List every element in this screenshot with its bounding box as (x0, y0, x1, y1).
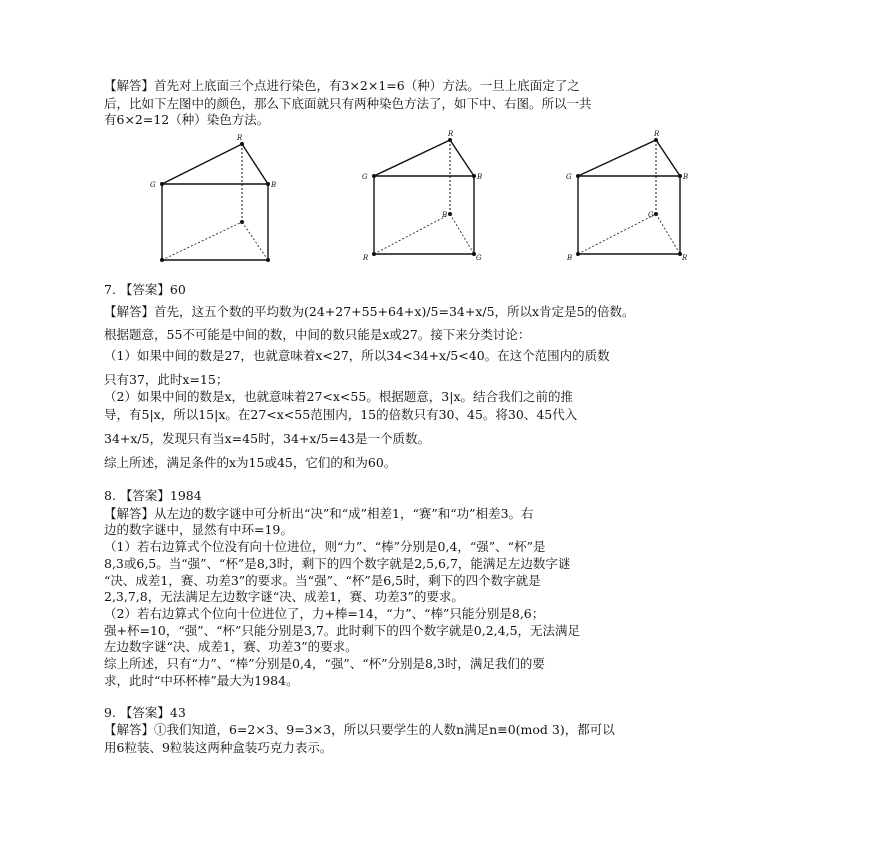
vertex-label: R (682, 254, 688, 262)
text-line: （2）如果中间的数是x，也就意味着27<x<55。根据题意，3|x。结合我们之前的推 (104, 389, 574, 404)
text-line: 综上所述，只有“力”、“棒”分别是0,4，“强”、“杯”分别是8,3时，满足我们的要 (104, 656, 545, 671)
text-line: 用6粒装、9粒装这两种盒装巧克力表示。 (104, 740, 333, 755)
text-line: 2,3,7,8，无法满足左边数字谜“决、成差1，赛、功差3”的要求。 (104, 589, 464, 604)
prism-figure-1 (150, 132, 280, 264)
vertex-label: R (237, 134, 243, 142)
text-line: 强+杯=10，“强”、“杯”只能分别是3,7。此时剩下的四个数字就是0,2,4,5，无法满足 (104, 623, 581, 638)
text-line: 边的数字谜中，显然有中环=19。 (104, 522, 293, 537)
vertex-label: B (271, 181, 277, 189)
text-line: 后，比如下左图中的颜色，那么下底面就只有两种染色方法了，如下中、右图。所以一共 (104, 96, 592, 111)
text-line: 求，此时“中环杯棒”最大为1984。 (104, 673, 299, 688)
vertex-label: R (448, 130, 454, 138)
vertex-label: G (566, 173, 572, 181)
vertex-label: R (363, 254, 369, 262)
text-line: 综上所述，满足条件的x为15或45，它们的和为60。 (104, 455, 397, 470)
vertex-label: G (362, 173, 368, 181)
text-line: “决、成差1，赛、功差3”的要求。当“强”、“杯”是6,5时，剩下的四个数字就是 (104, 573, 541, 588)
text-line: 有6×2=12（种）染色方法。 (104, 112, 270, 127)
prism-figure-2 (362, 130, 492, 262)
vertex-label: R (654, 130, 660, 138)
text-line: 【解答】首先，这五个数的平均数为(24+27+55+64+x)/5=34+x/5，所以x肯定是5的倍数。 (104, 304, 635, 319)
vertex-label: B (567, 254, 573, 262)
text-line: （1）如果中间的数是27，也就意味着x<27，所以34<34+x/5<40。在这个范围内的质数 (104, 348, 610, 363)
vertex-label: G (648, 211, 654, 219)
text-line: （2）若右边算式个位向十位进位了，力+棒=14，“力”、“棒”只能分别是8,6； (104, 606, 545, 621)
answer-heading: 7. 【答案】60 (104, 282, 186, 297)
text-line: 根据题意，55不可能是中间的数，中间的数只能是x或27。接下来分类讨论： (104, 327, 531, 342)
text-line: 只有37，此时x=15； (104, 372, 229, 387)
answer-heading: 9. 【答案】43 (104, 705, 186, 720)
text-line: 【解答】①我们知道，6=2×3、9=3×3，所以只要学生的人数n满足n≡0(mod 3)，都可以 (104, 722, 615, 737)
text-line: 【解答】首先对上底面三个点进行染色，有3×2×1=6（种）方法。一旦上底面定了之 (104, 78, 580, 93)
prism-figure-3 (564, 130, 694, 262)
text-line: 8,3或6,5。当“强”、“杯”是8,3时，剩下的四个数字就是2,5,6,7，能满足左边数字谜 (104, 556, 571, 571)
text-line: 左边数字谜“决、成差1，赛、功差3”的要求。 (104, 639, 358, 654)
vertex-label: G (150, 181, 156, 189)
vertex-label: B (442, 211, 448, 219)
text-line: 34+x/5，发现只有当x=45时，34+x/5=43是一个质数。 (104, 431, 430, 446)
vertex-label: B (477, 173, 483, 181)
vertex-label: G (476, 254, 482, 262)
text-line: 导，有5|x，所以15|x。在27<x<55范围内，15的倍数只有30、45。将30、45代入 (104, 407, 578, 422)
answer-heading: 8. 【答案】1984 (104, 488, 202, 503)
text-line: 【解答】从左边的数字谜中可分析出“决”和“成”相差1，“赛”和“功”相差3。右 (104, 506, 534, 521)
vertex-label: B (683, 173, 689, 181)
text-line: （1）若右边算式个位没有向十位进位，则“力”、“棒”分别是0,4，“强”、“杯”是 (104, 539, 546, 554)
